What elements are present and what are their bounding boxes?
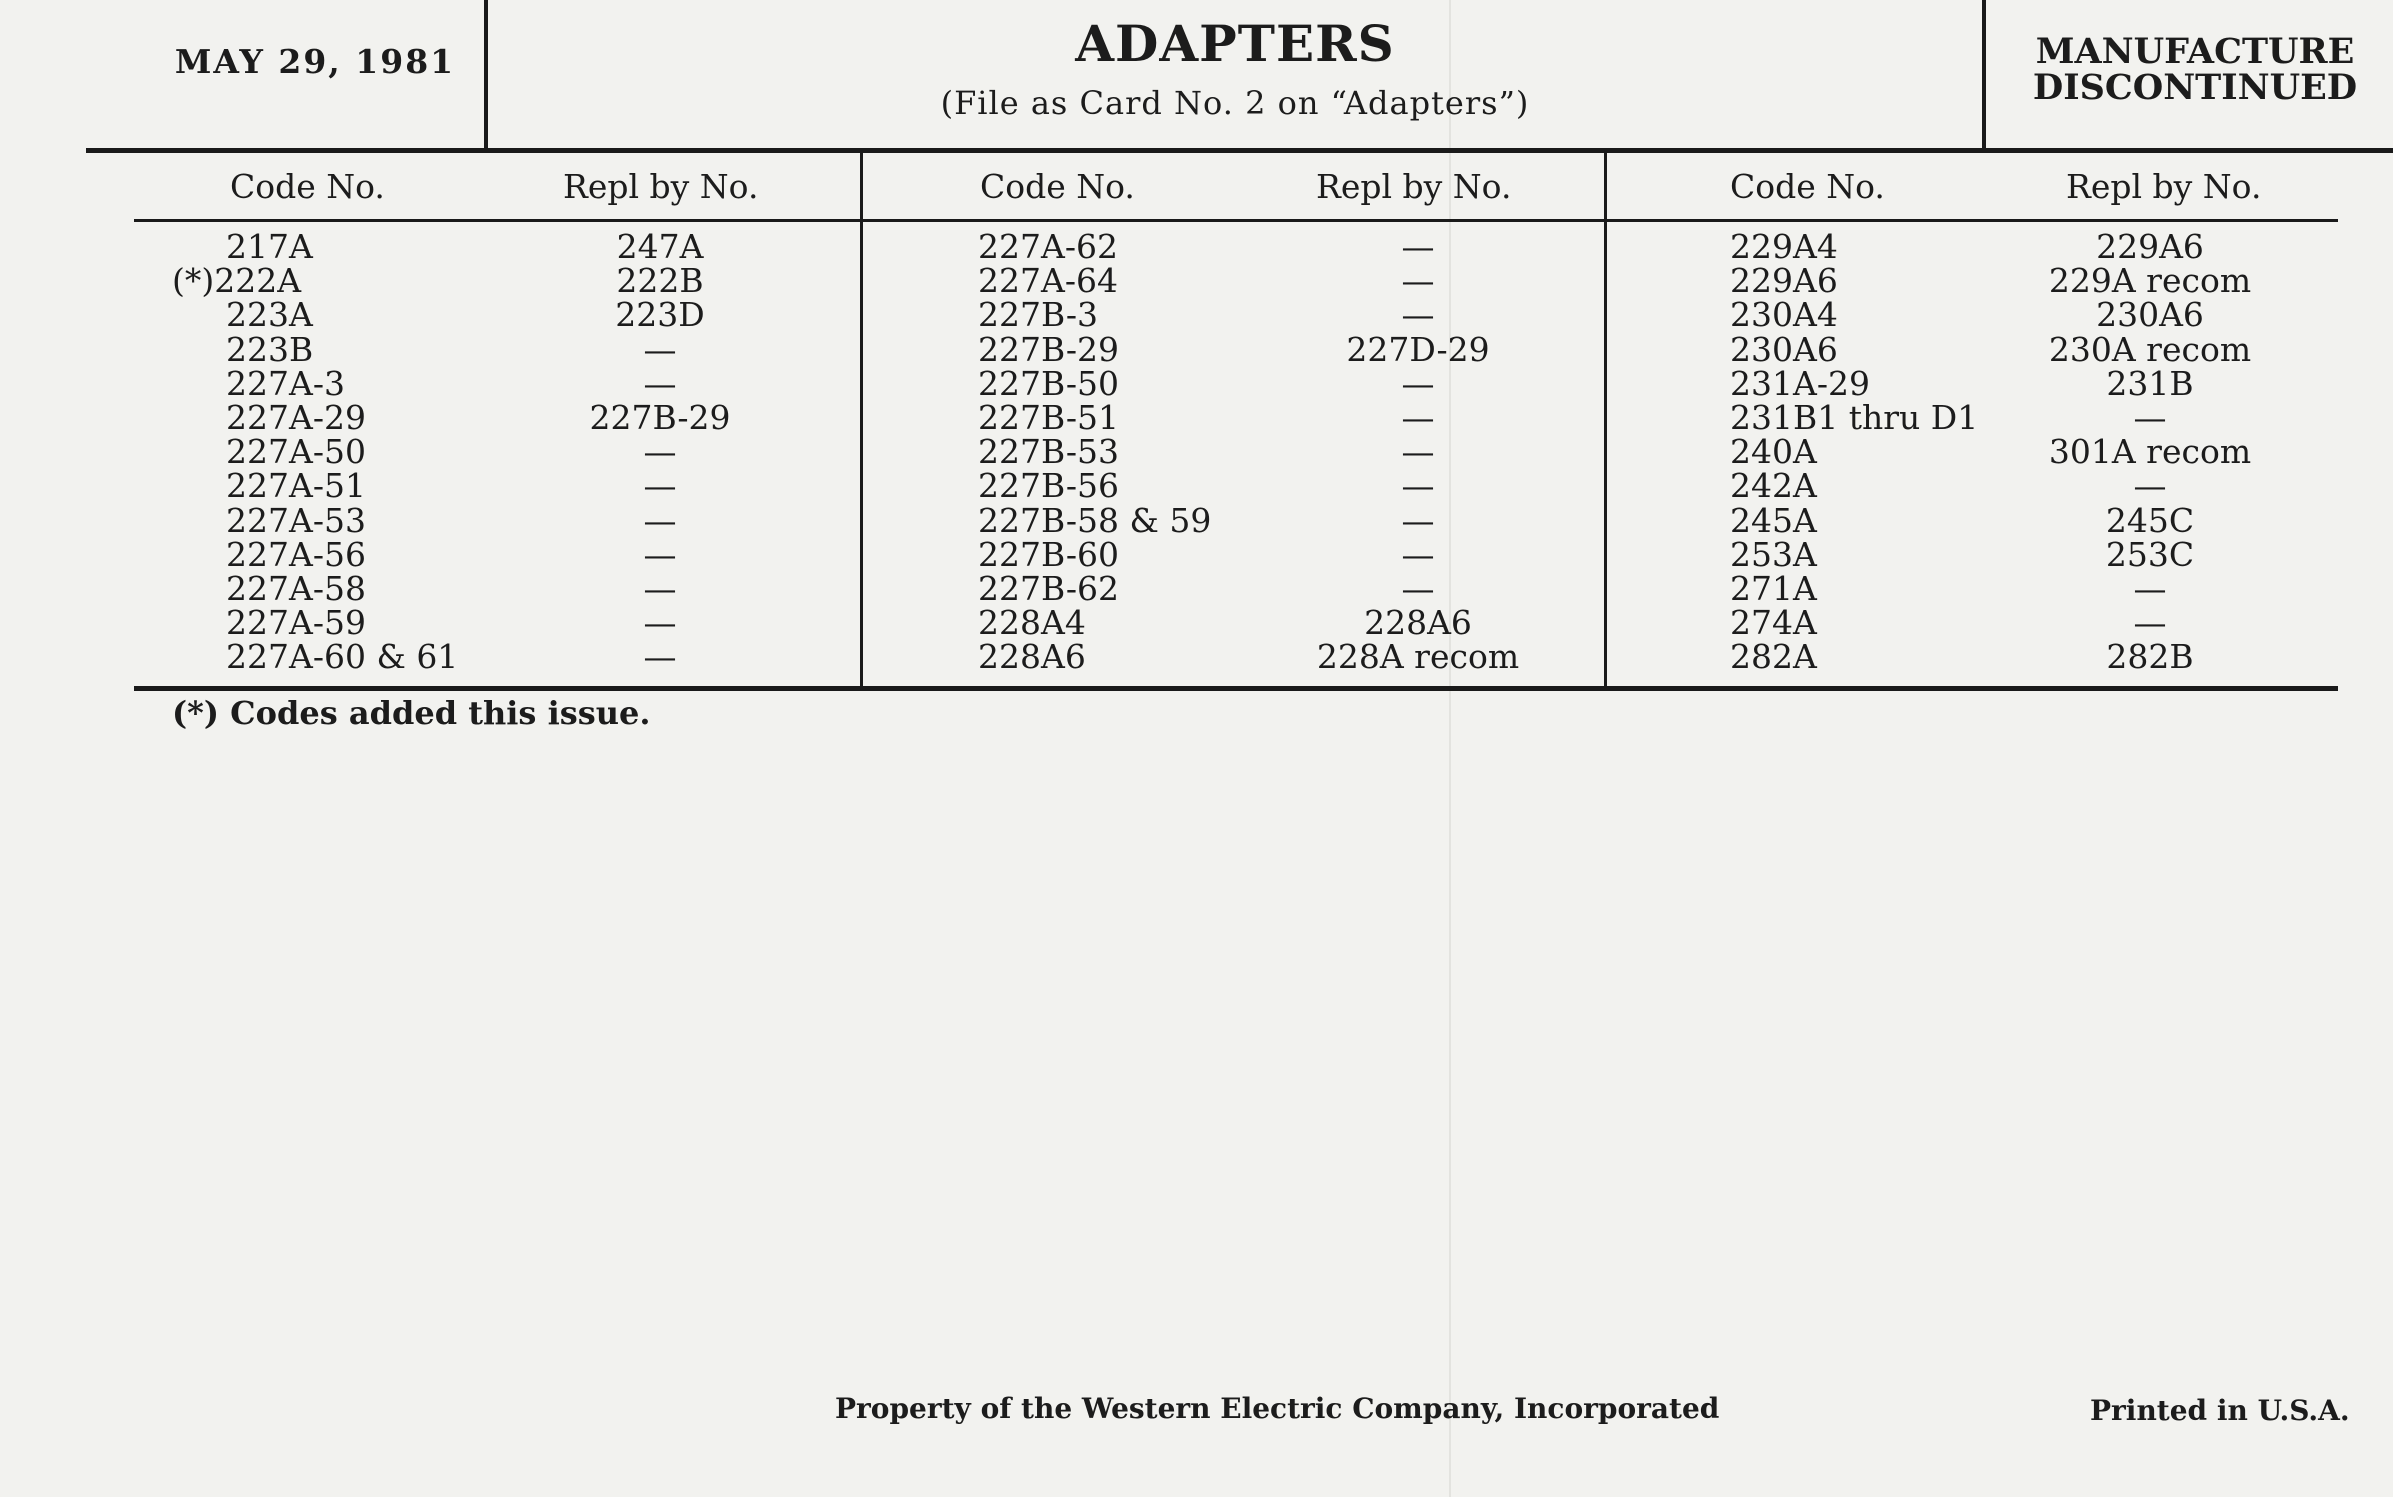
header-divider-right [1982,0,1986,148]
table-divider-1 [860,152,863,688]
replacement-number: 229A6 [2096,227,2204,266]
replacement-number: 223D [615,295,705,335]
column-header-repl: Repl by No. [563,167,759,206]
code-number: 230A6 [1730,329,1838,369]
code-number: 227B-62 [978,569,1119,608]
column-header-repl: Repl by No. [2066,167,2262,206]
status-line-1: MANUFACTURE [2035,31,2355,72]
footer-property: Property of the Western Electric Company, Incorporated [835,1392,1720,1425]
replacement-number: — [1401,227,1435,266]
code-number: 240A [1730,432,1817,472]
table-divider-2 [1604,152,1607,688]
footnote: (*) Codes added this issue. [172,694,651,732]
replacement-number: — [1401,534,1435,574]
footer-printed: Printed in U.S.A. [2090,1394,2350,1427]
page-subtitle: (File as Card No. 2 on “Adapters”) [940,84,1530,122]
code-number: 231A-29 [1730,363,1870,403]
code-number: 227A-56 [226,534,366,574]
card-fold-crease [1449,0,1451,1497]
code-number: 227A-64 [978,261,1118,301]
replacement-number: — [1401,261,1435,301]
replacement-number: 230A6 [2096,295,2204,335]
replacement-number: 301A recom [2048,432,2252,472]
code-number: 274A [1730,603,1817,643]
code-number: 227A-50 [226,432,366,472]
replacement-number: — [643,569,677,608]
replacement-number: — [2133,603,2167,643]
page-title: ADAPTERS [1075,14,1395,73]
code-number: 223A [226,295,313,335]
replacement-number: 228A6 [1364,603,1472,643]
code-number: 227A-58 [226,569,366,608]
replacement-number: 282B [2106,637,2194,677]
replacement-number: 230A recom [2048,329,2252,369]
replacement-number: — [2133,398,2167,437]
replacement-number: 247A [616,227,704,266]
code-number: 227B-56 [978,466,1119,506]
code-number: 227A-59 [226,603,366,643]
code-number: 227B-53 [978,432,1119,472]
replacement-number: — [643,637,677,677]
replacement-number: — [1401,500,1435,540]
code-number: 227A-51 [226,466,366,506]
code-number: 228A4 [978,603,1086,643]
code-number: 227B-51 [978,398,1119,437]
replacement-number: — [643,534,677,574]
code-number: 245A [1730,500,1817,540]
replacement-number: — [643,363,677,403]
code-number: 231B1 thru D1 [1730,398,1979,437]
code-number: (*)222A [172,261,302,301]
replacement-number: — [643,603,677,643]
code-number: 282A [1730,637,1817,677]
status-line-2: DISCONTINUED [2032,67,2358,108]
column-header-code: Code No. [1730,167,1885,206]
code-number: 227A-3 [226,363,345,403]
replacement-number: — [1401,466,1435,506]
replacement-number: — [2133,466,2167,506]
code-number: 217A [226,227,313,266]
column-header-code: Code No. [980,167,1135,206]
replacement-number: 245C [2105,500,2195,540]
replacement-number: — [1401,295,1435,335]
code-number: 227B-29 [978,329,1119,369]
table-bottom-rule [134,686,2338,691]
code-number: 229A4 [1730,227,1838,266]
status-label [2000,31,2390,108]
replacement-number: 227B-29 [589,398,731,437]
replacement-number: — [2133,569,2167,608]
code-number: 227B-60 [978,534,1119,574]
replacement-number: — [1401,398,1435,437]
code-number: 227A-53 [226,500,366,540]
code-number: 227B-58 & 59 [978,500,1212,540]
code-number: 227A-60 & 61 [226,637,459,677]
replacement-number: 228A recom [1316,637,1520,677]
code-number: 229A6 [1730,261,1838,301]
replacement-number: — [643,466,677,506]
code-number: 253A [1730,534,1817,574]
header-divider-left [484,0,488,148]
code-number: 223B [226,329,314,369]
code-number: 242A [1730,466,1817,506]
replacement-number: 227D-29 [1346,329,1490,369]
replacement-number: 222B [616,261,704,301]
code-number: 271A [1730,569,1817,608]
column-header-code: Code No. [230,167,385,206]
column-header-repl: Repl by No. [1316,167,1512,206]
replacement-number: — [1401,432,1435,472]
code-number: 227B-50 [978,363,1119,403]
replacement-number: — [1401,363,1435,403]
replacement-number: — [643,329,677,369]
header-bottom-rule [86,148,2393,153]
code-number: 227A-29 [226,398,366,437]
code-number: 227B-3 [978,295,1098,335]
code-number: 230A4 [1730,295,1838,335]
replacement-number: 231B [2106,363,2194,403]
replacement-number: — [1401,569,1435,608]
replacement-number: — [643,500,677,540]
column-header-rule [134,219,2338,222]
replacement-number: — [643,432,677,472]
code-number: 227A-62 [978,227,1118,266]
code-number: 228A6 [978,637,1086,677]
replacement-number: 253C [2105,534,2195,574]
replacement-number: 229A recom [2048,261,2252,301]
issue-date: MAY 29, 1981 [174,42,456,81]
